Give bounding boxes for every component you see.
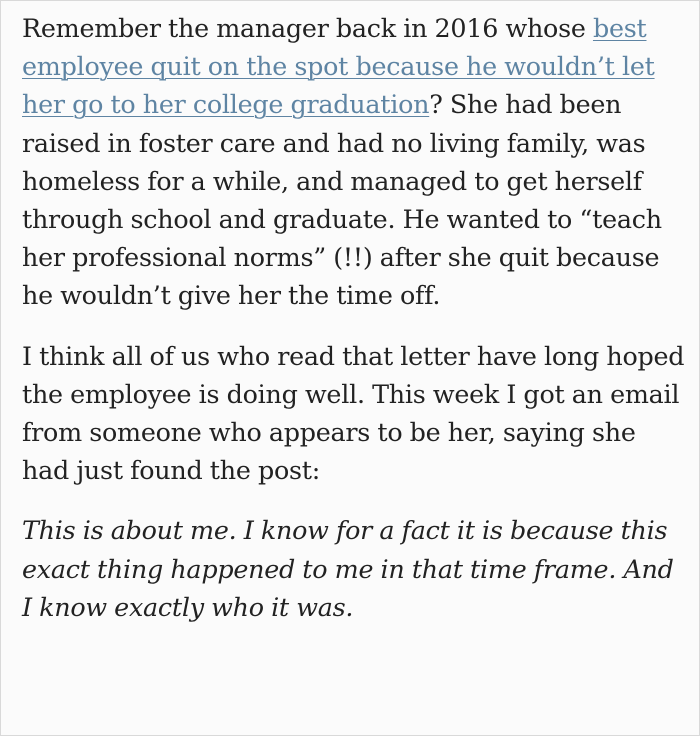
followup-paragraph: I think all of us who read that letter have long hoped the employee is doing well. This week I got an email from someone who appears to be her, saying she had just found the post: — [22, 340, 685, 486]
article-body — [1, 1, 699, 626]
intro-text-start: Remember the manager back in 2016 whose — [22, 13, 593, 43]
email-quote: This is about me. I know for a fact it is because this exact thing happened to me in that time frame. And I know exactly who it was. — [22, 515, 674, 622]
intro-paragraph — [22, 9, 685, 315]
previous-letter-link[interactable]: best employee quit on the spot because he wouldn’t let her go to her college graduation — [22, 13, 655, 120]
intro-text-end: ? She had been raised in foster care and had no living family, was homeless for a while, and managed to get herself through school and graduate. He wanted to “teach her professional norms” (!!) after she quit because he wouldn’t give her the time off. — [22, 89, 662, 311]
